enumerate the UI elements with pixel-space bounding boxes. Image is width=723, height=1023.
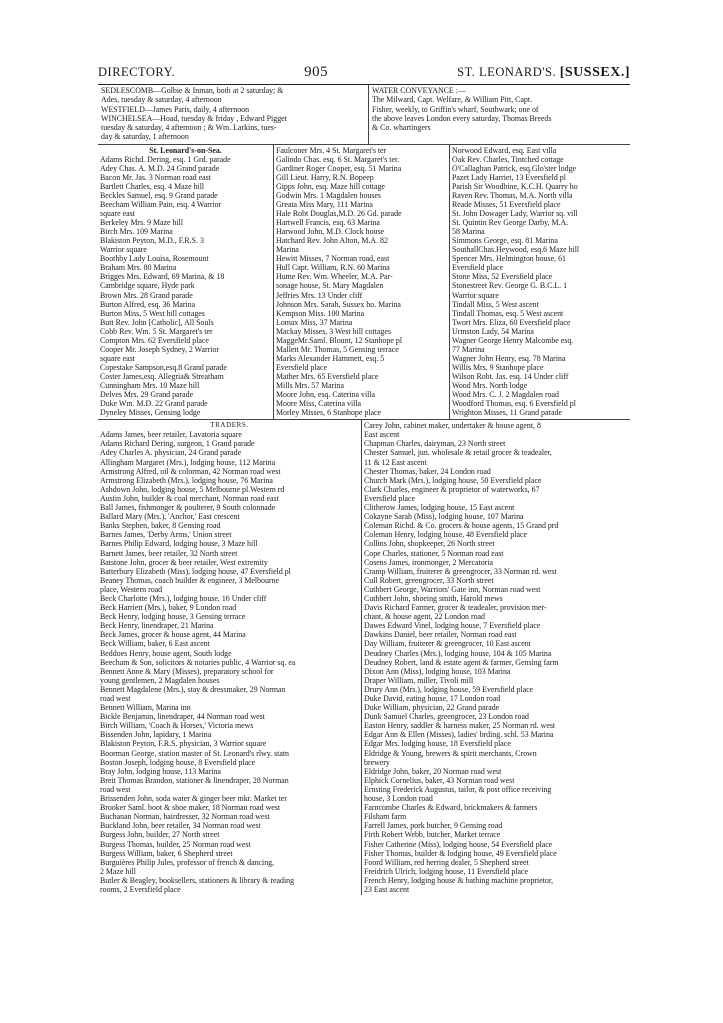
trader-entry: French Henry, lodging house & bathing machine proprietor, [364, 875, 554, 885]
residents-column-3 [450, 145, 630, 419]
resident-entry: Blakiston Peyton, M.D., F.R.S. 3 [100, 236, 204, 246]
trader-entry: Cuthbert John, shoeing smith, Harold mews [364, 593, 503, 603]
resident-entry: Hume Rev. Wm. Wheeler, M.A. Par- [276, 272, 393, 282]
trader-entry: Bray John, lodging house, 113 Marina [100, 766, 221, 776]
trader-entry: Beecham & Son, solicitors & notaries public, 4 Warrior sq. ea [100, 657, 296, 667]
trader-entry: Brissenden John, soda water & ginger beer mkr. Market ter [100, 794, 287, 804]
trader-entry: Collins John, shopkeeper, 26 North street [364, 539, 495, 549]
water-conveyance-line: the above leaves London every saturday, Thomas Breeds [372, 113, 552, 123]
trader-entry: Cosens James, ironmonger, 2 Mercatoria [364, 557, 493, 567]
trader-entry: Foord William, red herring dealer, 5 Shepherd street [364, 857, 529, 867]
trader-entry: Armstrong Elizabeth (Mrs.), lodging house, 76 Marina [100, 475, 273, 485]
resident-entry: Copestake Sampson,esq.8 Grand parade [100, 362, 227, 372]
trader-entry: Beaney Thomas, coach builder & engineer, 3 Melbourne [100, 575, 279, 585]
trader-entry: Duke William, physician, 22 Grand parade [364, 703, 500, 713]
trader-entry: Coleman Richd. & Co. grocers & house agents, 15 Grand prd [364, 521, 559, 531]
trader-entry: Eversfield place [364, 493, 416, 503]
header-county: [SUSSEX.] [559, 65, 630, 80]
resident-entry: Jeffries Mrs. 13 Under cliff [276, 290, 363, 300]
resident-entry: Cooper Mr. Joseph Sydney, 2 Warrior [100, 344, 220, 354]
resident-entry: Warrior square [452, 290, 499, 300]
resident-entry: Stone Miss, 52 Eversfield place [452, 272, 553, 282]
trader-entry: rooms, 2 Eversfield place [100, 884, 181, 894]
trader-entry: Chapman Charles, dairyman, 23 North street [364, 439, 506, 449]
water-conveyance-column [369, 85, 630, 144]
resident-entry: Braham Mrs. 80 Marina [100, 263, 177, 273]
resident-entry: Greata Miss Mary, 111 Marina [276, 200, 373, 210]
trader-entry: Brooker Saml. boot & shoe maker, 18 Norman road west [100, 803, 281, 813]
resident-entry: Pazet Lady Harriet, 13 Eversfield pl [452, 172, 566, 182]
resident-entry: Johnson Mrs. Sarah, Sussex ho. Marina [276, 299, 401, 309]
trader-entry: Farncombe Charles & Edward, brickmakers & farmers [364, 803, 538, 813]
resident-entry: MaggeMr.Saml. Blount, 12 Stanhope pl [276, 335, 403, 345]
resident-entry: Brown Mrs. 28 Grand parade [100, 290, 193, 300]
resident-entry: Lomax Miss, 37 Marina [276, 317, 353, 327]
trader-entry: Bennett William, Marina inn [100, 703, 191, 713]
resident-entry: 58 Marina [452, 227, 485, 237]
trader-entry: Clitherow James, lodging house, 15 East ascent [364, 503, 515, 513]
resident-entry: Harwood John, M.D. Clock house [276, 227, 385, 237]
carriers-section [98, 85, 630, 145]
resident-entry: Delves Mrs. 29 Grand parade [100, 390, 194, 400]
trader-entry: Beck James, grocer & house agent, 44 Marina [100, 630, 246, 640]
resident-entry: Birch Mrs. 109 Marina [100, 227, 173, 237]
trader-entry: Allingham Margaret (Mrs.), lodging house, 112 Marina [100, 457, 276, 467]
resident-entry: Parish Sir Woodbine, K.C.H. Quarry ho [452, 181, 578, 191]
trader-entry: Edgar Mrs. lodging house, 18 Eversfield place [364, 739, 511, 749]
resident-entry: Norwood Edward, esq. East villa [452, 145, 557, 155]
trader-entry: Farrell James, pork butcher, 9 Gensing road [364, 821, 503, 831]
trader-entry: Barnett James, beer retailer, 32 North street [100, 548, 238, 558]
resident-entry: St. John Dowager Lady, Warrior sq. vill [452, 209, 578, 219]
trader-entry: house, 3 London road [364, 794, 433, 804]
trader-entry: Cull Robert, greengrocer, 33 North street [364, 575, 494, 585]
trader-entry: Duke David, eating house, 17 London road [364, 694, 501, 703]
traders-title: TRADERS. [210, 421, 249, 430]
resident-entry: Urmston Lady, 54 Marina [452, 326, 534, 336]
trader-entry: Deudney Robert, land & estate agent & farmer, Gensing farm [364, 657, 559, 667]
trader-entry: Chester Samuel, jun. wholesale & retail grocer & teadealer, [364, 448, 552, 458]
resident-entry: Godwin Mrs. 1 Magdalen houses [276, 191, 381, 201]
trader-entry: Beck William, baker, 6 East ascent [100, 639, 210, 649]
header-town: ST. LEONARD'S. [457, 65, 557, 79]
resident-entry: Woodford Thomas, esq. 6 Eversfield pl [452, 399, 576, 409]
trader-entry: Buckland John, beer retailer, 34 Norman road west [100, 821, 261, 831]
water-conveyance-line: Fisher, weekly, to Griffin's wharf, Southwark; one of [372, 104, 539, 114]
trader-entry: Beck Charlotte (Mrs.), lodging house, 16 Under cliff [100, 593, 267, 603]
resident-entry: Duke Wm. M.D. 22 Grand parade [100, 399, 208, 409]
trader-entry: Elphick Cornelius, baker, 43 Norman road west [364, 775, 515, 785]
carrier-line: WINCHELSEA—Hoad, tuesday & friday , Edward Pigget [101, 113, 287, 123]
trader-entry: Adams Richard Dering, surgeon, 1 Grand parade [100, 439, 255, 449]
trader-entry: Dunk Samuel Charles, greengrocer, 23 London road [364, 712, 529, 722]
water-conveyance-line: The Milward, Capt. Welfare, & William Pitt, Capt. [372, 95, 533, 105]
carrier-line: Ades, tuesday & saturday, 4 afternoon [101, 95, 222, 105]
directory-page [98, 64, 630, 895]
resident-entry: Galindo Chas. esq. 6 St. Margaret's ter. [276, 154, 400, 164]
trader-entry: Ball James, fishmonger & poulterer, 9 South colonnade [100, 503, 276, 513]
trader-entry: Dixon Ann (Miss), lodging house, 103 Marina [364, 666, 511, 676]
resident-entry: Gipps John, esq. Maze hill cottage [276, 181, 385, 191]
trader-entry: Adams James, beer retailer, Lavatoria square [100, 430, 242, 440]
residents-column-1 [98, 145, 274, 419]
resident-entry: O'Callaghan Patrick, esq.Glo'ster lodge [452, 163, 577, 173]
trader-entry: 23 East ascent [364, 884, 410, 894]
resident-entry: sonage house, St. Mary Magdalen [276, 281, 384, 291]
trader-entry: road west [100, 694, 131, 703]
resident-entry: Kempson Miss. 100 Marina [276, 308, 365, 318]
residents-column-2 [274, 145, 450, 419]
trader-entry: Bennett Magdalene (Mrs.), stay & dressmaker, 29 Norman [100, 684, 286, 694]
resident-entry: Faulconer Mrs. 4 St. Margaret's ter [276, 145, 387, 155]
resident-entry: 77 Marina [452, 344, 485, 354]
trader-entry: Eldridge John, baker, 20 Norman road west [364, 766, 502, 776]
resident-entry: Burton Alfred, esq. 36 Marina [100, 299, 196, 309]
carrier-line: WESTFIELD—James Paris, daily, 4 afternoon [101, 104, 250, 114]
page-header [98, 64, 630, 81]
trader-entry: young gentlemen, 2 Magdalen houses [100, 675, 220, 685]
resident-entry: Berkeley Mrs. 9 Maze hill [100, 218, 184, 228]
resident-entry: Spencer Mrs. Helmington house, 61 [452, 254, 566, 264]
header-right [457, 65, 630, 81]
trader-entry: Barnes Philip Edward, lodging house, 3 Maze hill [100, 539, 258, 549]
trader-entry: Cuthbert George, Warriors' Gate inn, Norman road west [364, 584, 541, 594]
resident-entry: Wood Mrs. North lodge [452, 381, 528, 390]
trader-entry: Cope Charles, stationer, 5 Norman road east [364, 548, 504, 558]
page-number: 905 [304, 64, 329, 80]
trader-entry: Davis Richard Farmer, grocer & teadealer, provision mer- [364, 603, 547, 613]
trader-entry: Burguières Philip Jules, professor of french & dancing, [100, 857, 275, 867]
resident-entry: Morley Misses, 6 Stanhope place [276, 408, 381, 418]
resident-entry: Reade Misses, 51 Eversfield place [452, 200, 561, 210]
carrier-line: tuesday & saturday, 4 afternoon ; & Wm. Larkins, tues- [101, 123, 277, 133]
residents-title: St. Leonard's-on-Sea. [149, 145, 222, 155]
resident-entry: Marks Alexander Hammett, esq. 5 [276, 353, 385, 363]
resident-entry: Willis Mrs. 9 Stanhope place [452, 362, 544, 372]
trader-entry: Easton Henry, saddler & harness maker, 25 Norman rd. west [364, 721, 556, 731]
trader-entry: Batstone John, grocer & beer retailer, West extremity [100, 557, 268, 567]
resident-entry: Wilson Robt. Jas. esq. 14 Under cliff [452, 371, 569, 381]
resident-entry: Gardiner Roger Cooper, esq. 51 Marina [276, 163, 402, 173]
resident-entry: Marina [276, 245, 299, 255]
resident-entry: Compton Mrs. 62 Eversfield place [100, 335, 209, 345]
resident-entry: Hull Capt. William, R.N. 60 Marina [276, 263, 390, 273]
resident-entry: Wagner George Henry Malcombe esq. [452, 335, 574, 345]
trader-entry: Butler & Beagley, booksellers, stationers & library & reading [100, 875, 295, 885]
resident-entry: Mackay Misses, 3 West hill cottages [276, 326, 391, 336]
trader-entry: Church Mark (Mrs.), lodging house, 50 Eversfield place [364, 475, 542, 485]
trader-entry: Birch William, 'Coach & Horses,' Victoria mews [100, 721, 254, 731]
resident-entry: Butt Rev. John [Catholic], All Souls [100, 317, 214, 327]
resident-entry: Hatchard Rev. John Alton, M.A. 82 [276, 236, 388, 246]
traders-column-right [362, 420, 630, 895]
resident-entry: Wagner John Henry, esq. 78 Marina [452, 353, 566, 363]
trader-entry: Eldridge & Young, brewers & spirit merchants, Crown [364, 748, 537, 758]
residents-section [98, 145, 630, 420]
trader-entry: Beck Henry, linendraper, 21 Marina [100, 621, 214, 631]
resident-entry: Raven Rev. Thomas, M.A. North villa [452, 191, 573, 201]
resident-entry: Cobb Rev. Wm. 5 St. Margaret's ter [100, 326, 213, 336]
resident-entry: Wrighton Misses, 11 Grand parade [452, 408, 563, 418]
resident-entry: Gill Lieut. Harry, R.N. Bopeep [276, 172, 374, 182]
water-conveyance-line: WATER CONVEYANCE :— [372, 86, 466, 95]
trader-entry: Fisher Catherine (Miss), lodging house, 54 Eversfield place [364, 839, 553, 849]
resident-entry: Wood Mrs. C. J. 2 Magdalen road [452, 390, 559, 400]
trader-entry: Breit Thomas Brandon, stationer & linendraper, 28 Norman [100, 775, 289, 785]
trader-entry: Batterbury Elizabeth (Miss), lodging house, 47 Eversfield pl [100, 566, 291, 576]
trader-entry: place, Western road [100, 584, 163, 594]
trader-entry: Bennett Anne & Mary (Misses), preparatory school for [100, 666, 274, 676]
trader-entry: Firth Robert Webb, butcher, Market terrace [364, 830, 501, 840]
trader-entry: Boorman George, station master of St. Leonard's rlwy. statn [100, 748, 290, 758]
trader-entry: Freidrich Ulrich, lodging house, 11 Eversfield place [364, 866, 529, 876]
resident-entry: square east [100, 209, 135, 219]
resident-entry: Boothby Lady Louisa, Rosemount [100, 254, 209, 264]
resident-entry: square east [100, 353, 135, 363]
trader-entry: Adey Charles A. physician, 24 Grand parade [100, 448, 242, 458]
resident-entry: Cunningham Mrs. 10 Maze hill [100, 381, 200, 390]
resident-entry: Bacon Mr. Jas. 3 Norman road east [100, 172, 211, 182]
trader-entry: East ascent [364, 430, 400, 440]
resident-entry: Hartwell Francis, esq. 63 Marina [276, 218, 380, 228]
trader-entry: Day William, fruiterer & greengrocer, 10 East ascent [364, 639, 531, 649]
resident-entry: Simmons George, esq. 81 Marina [452, 236, 558, 246]
trader-entry: Dawkins Daniel, beer retailer, Norman road east [364, 630, 517, 640]
resident-entry: St. Quintin Rev George Darby, M.A. [452, 218, 569, 228]
trader-entry: 11 & 12 East ascent [364, 457, 427, 467]
resident-entry: Adams Richd. Dering, esq. 1 Grd. parade [100, 154, 231, 164]
resident-entry: Cambridge square, Hyde park [100, 281, 195, 291]
resident-entry: Dyneley Misses, Gensing lodge [100, 408, 201, 418]
trader-entry: Filsham farm [364, 812, 407, 822]
resident-entry: Coster James,esq. Allegria& Streatham [100, 371, 224, 381]
resident-entry: SouthallChas.Heywood, esq.6 Maze hill [452, 245, 580, 255]
traders-column-left [98, 420, 362, 895]
resident-entry: Mills Mrs. 57 Marina [276, 381, 344, 390]
trader-entry: Boston Joseph, lodging house, 8 Eversfield place [100, 757, 256, 767]
trader-entry: Drury Ann (Mrs.), lodging house, 59 Eversfield place [364, 684, 534, 694]
trader-entry: Barnes James, 'Derby Arms,' Union street [100, 530, 232, 540]
trader-entry: 2 Maze hill [100, 866, 136, 876]
trader-entry: road west [100, 784, 131, 794]
trader-entry: Cramp William, fruiterer & greengrocer, 33 Norman rd. west [364, 566, 557, 576]
trader-entry: Dawes Edward Vinel, lodging house, 7 Eversfield place [364, 621, 541, 631]
resident-entry: Beecham William Pain, esq. 4 Warrior [100, 200, 222, 210]
trader-entry: Ernsting Frederick Augustus, tailor, & post office receiving [364, 784, 552, 794]
trader-entry: Burgess John, builder, 27 North street [100, 830, 220, 840]
resident-entry: Warrior square [100, 245, 147, 255]
header-left: DIRECTORY. [98, 65, 176, 79]
trader-entry: Bissenden John, lapidary, 1 Marina [100, 730, 212, 740]
resident-entry: Mather Mrs. 65 Eversfield place [276, 371, 379, 381]
resident-entry: Eversfield place [452, 263, 504, 273]
trader-entry: Cokayne Sarah (Miss), lodging house, 107 Marina [364, 512, 524, 522]
water-conveyance-line: & Co. whartingers [372, 123, 431, 133]
traders-section [98, 420, 630, 895]
resident-entry: Hewitt Misses, 7 Norman road, east [276, 254, 390, 264]
carriers-column [98, 85, 369, 144]
trader-entry: chant, & house agent, 22 London road [364, 612, 485, 622]
trader-entry: Blakiston Peyton, F.R.S. physician, 3 Warrior square [100, 739, 267, 749]
resident-entry: Mallett Mr. Thomas, 5 Gensing terrace [276, 344, 399, 354]
trader-entry: Fisher Thomas, builder & lodging house, 49 Eversfield place [364, 848, 557, 858]
resident-entry: Stonestreet Rev. George G. B.C.L. 1 [452, 281, 568, 291]
resident-entry: Moore Miss, Caterina villa [276, 399, 362, 409]
resident-entry: Tindall Miss, 5 West ascent [452, 299, 539, 309]
trader-entry: Coleman Henry, lodging house, 48 Eversfield place [364, 530, 527, 540]
carrier-line: SEDLESCOMB—Golbie & Inman, both at 2 saturday; & [101, 86, 284, 95]
resident-entry: Brigges Mrs. Edward, 69 Marina, & 18 [100, 272, 225, 282]
trader-entry: Chester Thomas, baker, 24 London road [364, 466, 491, 476]
trader-entry: Clark Charles, engineer & proprietor of waterworks, 67 [364, 484, 540, 494]
trader-entry: Austin John, builder & coal merchant, Norman road east [100, 493, 279, 503]
trader-entry: Beck Henry, lodging house, 3 Gensing terrace [100, 612, 246, 622]
trader-entry: brewery [364, 757, 390, 767]
trader-entry: Draper William, miller, Tivoli mill [364, 675, 474, 685]
trader-entry: Banks Stephen, baker, 8 Gensing road [100, 521, 221, 531]
carrier-line: day & saturday, 1 afternoon [101, 132, 189, 142]
resident-entry: Hale Robt Douglas,M.D. 26 Gd. parade [276, 209, 402, 219]
resident-entry: Oak Rev. Charles, Tintched cottage [452, 154, 564, 164]
resident-entry: Moore John, esq. Caterina villa [276, 390, 376, 400]
trader-entry: Buchanan Norman, hairdresser, 32 Norman road west [100, 812, 270, 822]
trader-entry: Edgar Ann & Ellen (Misses), ladies' brding. schl. 53 Marina [364, 730, 554, 740]
trader-entry: Ashdown John, lodging house, 5 Melbourne pl.Western rd [100, 484, 285, 494]
resident-entry: Bartlett Charles, esq. 4 Maze hill [100, 181, 205, 191]
resident-entry: Burton Miss, 5 West hill cottages [100, 308, 205, 318]
resident-entry: Eversfield place [276, 362, 328, 372]
trader-entry: Burgess Thomas, builder, 25 Norman road west [100, 839, 251, 849]
resident-entry: Beckles Samuel, esq. 9 Grand parade [100, 191, 218, 201]
resident-entry: Tindall Thomas, esq. 5 West ascent [452, 308, 564, 318]
trader-entry: Burgess William, baker, 6 Shepherd street [100, 848, 233, 858]
trader-entry: Deudney Charles (Mrs.), lodging house, 104 & 105 Marina [364, 648, 552, 658]
trader-entry: Carey John, cabinet maker, undertaker & house agent, 8 [364, 421, 541, 431]
trader-entry: Beddoes Henry, house agent, South lodge [100, 648, 232, 658]
resident-entry: Twort Mrs. Eliza, 60 Eversfield place [452, 317, 571, 327]
resident-entry: Adey Chas. A. M.D. 24 Grand parade [100, 163, 220, 173]
trader-entry: Beck Harriett (Mrs.), baker, 9 London road [100, 603, 237, 613]
trader-entry: Bickle Benjamin, linendraper, 44 Norman road west [100, 712, 265, 722]
trader-entry: Ballard Mary (Mrs.), 'Anchor,' East crescent [100, 512, 240, 522]
trader-entry: Armstrong Alfred, oil & colorman, 42 Norman road west [100, 466, 281, 476]
